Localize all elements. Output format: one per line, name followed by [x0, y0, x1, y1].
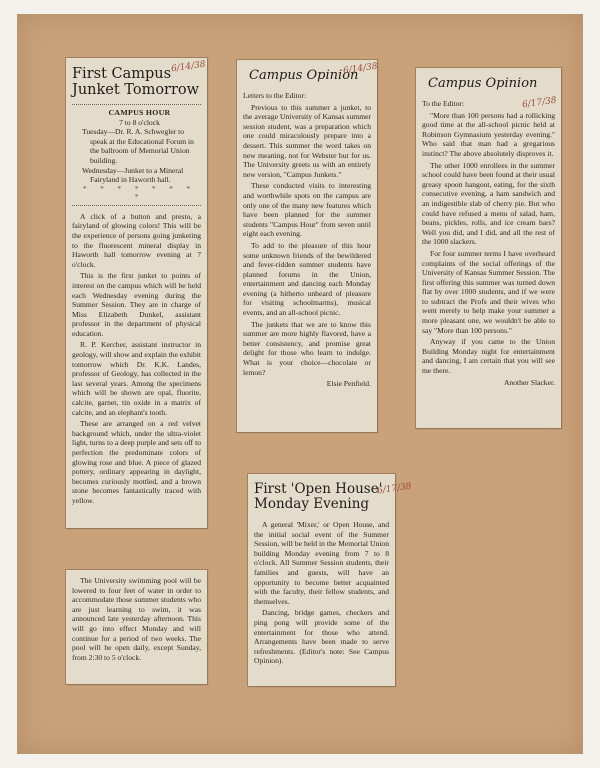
- handwritten-date: 6/17/38: [521, 95, 558, 111]
- paragraph: For four summer terms I have overheard complaints of the social offerings of the University of Kansas Summer Session. The first offering this summer was turned down flat by over 1000 students, and if we were to subtract the Profs and their wives who went merely to help make your summer a more pleasant one, we wouldn't be able to say "More than 100 persons.": [422, 248, 555, 335]
- paragraph: Dancing, bridge games, checkers and ping pong will provide some of the entertainment for those who attend. Arrangements have been made to serve refreshments. (Editor's note: See Campus Opinion).: [254, 608, 389, 666]
- campus-hour-box: [72, 104, 201, 206]
- clipping-open-house: [248, 474, 395, 686]
- paragraph: The other 1000 enrollees in the summer school could have been found at their usual greasy spoon hangout, eating, for the sixth consecutive evening, a ham sandwich and an indigestible slab of cherry pie. But who could have refused a menu of salad, ham, beans, pickles, rolls, and ice cream bars? Well you did, and I did, and all the rest of the 1000 slackers.: [422, 160, 555, 247]
- paragraph: The junkets that we are to know this summer are more highly flavored, have a better consistency, and promise great delight for those who learn to indulge. What is your choice—chocolate or lemon?: [243, 319, 371, 377]
- scrapbook-page: [17, 14, 583, 754]
- paragraph: These conducted visits to interesting and worthwhile spots on the campus are only one of the many new features which have been planned for the summer students "Campus Hour" from seven until eight each evening.: [243, 181, 371, 239]
- paragraph: A click of a button and presto, a fairyland of glowing colors! This will be the experience of persons going junketing to the fluorescent mineral display in Haworth hall tomorrow evening at 7 o'clock.: [72, 211, 201, 269]
- paragraph: A general 'Mixer,' or Open House, and the initial social event of the Summer Session, will be held in the Memorial Union building Monday evening from 7 to 8 o'clock. All Summer Session students, their families and guests, will have an opportunity to become better acquainted with the faculty, their fellow students, and themselves.: [254, 520, 389, 606]
- campus-hour-tuesday: Tuesday—Dr. R. A. Schwegler to speak at the Educational Forum in the ballroom of Memorial Union building.: [82, 127, 194, 165]
- paragraph: To add to the pleasure of this hour some unknown friends of the bewildered and fever-ridden summer students have planned forums in the Union, entertainment and dancing each Monday evening (a hitherto unheard of pleasure for visiting schoolmarms), musical events, and an all-school picnic.: [243, 240, 371, 318]
- clipping-headline: First Campus Junket Tomorrow: [72, 66, 200, 98]
- clipping-campus-opinion-junkets: [237, 60, 377, 432]
- paragraph: Anyway if you came to the Union Building Monday night for entertainment and dancing, I am certain that you will see me there.: [422, 337, 555, 376]
- clipping-campus-opinion-picnic: [416, 68, 561, 428]
- signature: Another Slacker.: [503, 377, 555, 387]
- campus-hour-wednesday: Wednesday—Junket to a Mineral Fairyland in Haworth hall.: [82, 165, 184, 185]
- paragraph: The University swimming pool will be lowered to four feet of water in order to accommodate those summer students who are just learning to swim, it was announced late yesterday afternoon. This will go into effect Monday and will continue for a period of two weeks. The pool will be open daily, except Sunday, from 2:30 to 5 o'clock.: [72, 576, 201, 662]
- paragraph: R. P. Kercher, assistant instructor in geology, will show and explain the exhibit tomorrow which Dr. K.K. Landes, professor of Geology, has collected in the last several years. Among the specimens which will be shown are opal, fluorite, calcite, garnet, tin oxide in a matrix of calcite, and an elephant's tooth.: [72, 340, 201, 417]
- campus-hour-time: 7 to 8 o'clock: [119, 117, 160, 127]
- paragraph: Previous to this summer a junket, to the average University of Kansas summer session student, was a preparation which one could miraculously prepare into a dessert. This summer the word takes on new meaning, not for Webster but for us. The University greets us with an entirely new version, "Campus Junkets.": [243, 102, 371, 179]
- ornament-dots: * * * * * * * *: [83, 184, 196, 201]
- signature: Elsie Penfield.: [326, 379, 371, 389]
- clipping-first-campus-junket: [66, 58, 207, 528]
- clipping-swimming-pool: [66, 570, 207, 684]
- clipping-headline: Campus Opinion: [428, 76, 538, 91]
- salutation: Letters to the Editor:: [243, 91, 307, 100]
- clipping-headline: First 'Open House' Monday Evening: [254, 481, 383, 512]
- handwritten-date: 6/14/38: [170, 59, 207, 75]
- salutation: To the Editor:: [422, 99, 465, 108]
- paragraph: "More than 100 persons had a rollicking good time at the all-school picnic held at Robinson Gymnasium yesterday evening." Who said that man had a gregarious instinct? The above absolutely disproves it.: [422, 110, 555, 158]
- campus-hour-title: CAMPUS HOUR: [108, 108, 171, 117]
- clipping-headline: Campus Opinion: [249, 68, 359, 83]
- handwritten-date: 6/17/38: [376, 481, 413, 497]
- paragraph: This is the first junket to points of interest on the campus which will be held each Wednesday evening during the Summer Session. They are in charge of Miss Elizabeth Dunkel, assistant professor in the department of physical education.: [72, 271, 201, 338]
- paragraph: These are arranged on a red velvet background which, under the ultra-violet light, turns to a deep purple and sets off to perfection the predominate colors of glowing rose and blue. A piece of glazed pottery, ordinary appearing in daylight, becomes curiously mottled, and a brown stone becomes fantastically traced with yellow.: [72, 419, 201, 505]
- handwritten-date: 6/14/38: [342, 61, 379, 77]
